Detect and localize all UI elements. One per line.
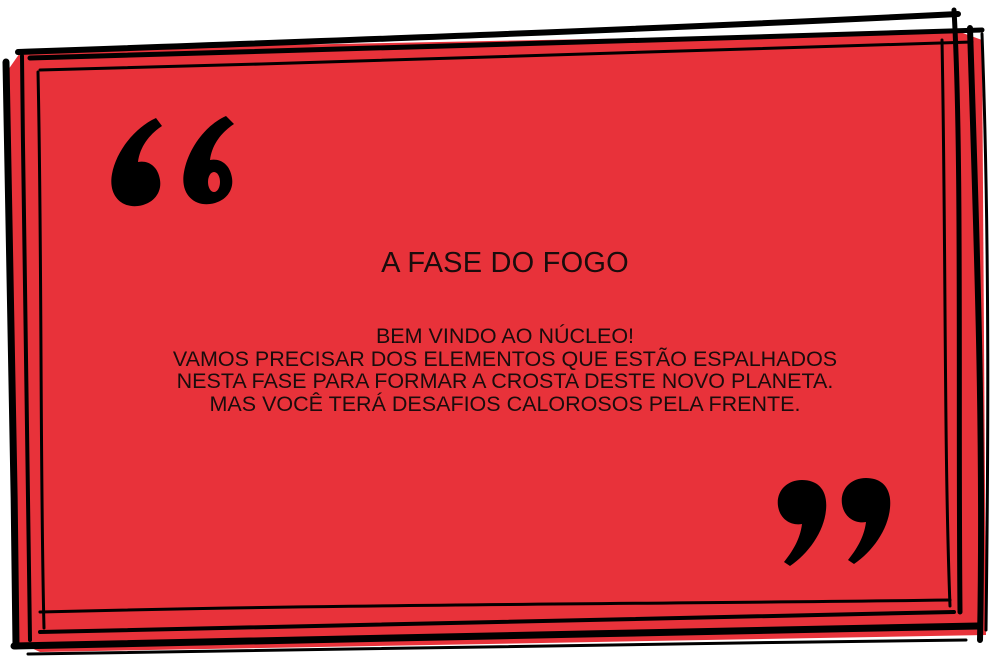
closing-quote-icon (772, 474, 902, 570)
dialog-message (0, 325, 995, 415)
message-line: VAMOS PRECISAR DOS ELEMENTOS QUE ESTÃO ESPALHADOS (172, 346, 838, 371)
message-line: NESTA FASE PARA FORMAR A CROSTA DESTE NOVO PLANETA. (176, 369, 834, 393)
opening-quote-icon (108, 112, 248, 212)
message-line: BEM VINDO AO NÚCLEO! (375, 324, 635, 348)
dialog-title: A FASE DO FOGO (381, 247, 629, 279)
message-line: MAS VOCÊ TERÁ DESAFIOS CALOROSOS PELA FRENTE. (209, 391, 801, 416)
